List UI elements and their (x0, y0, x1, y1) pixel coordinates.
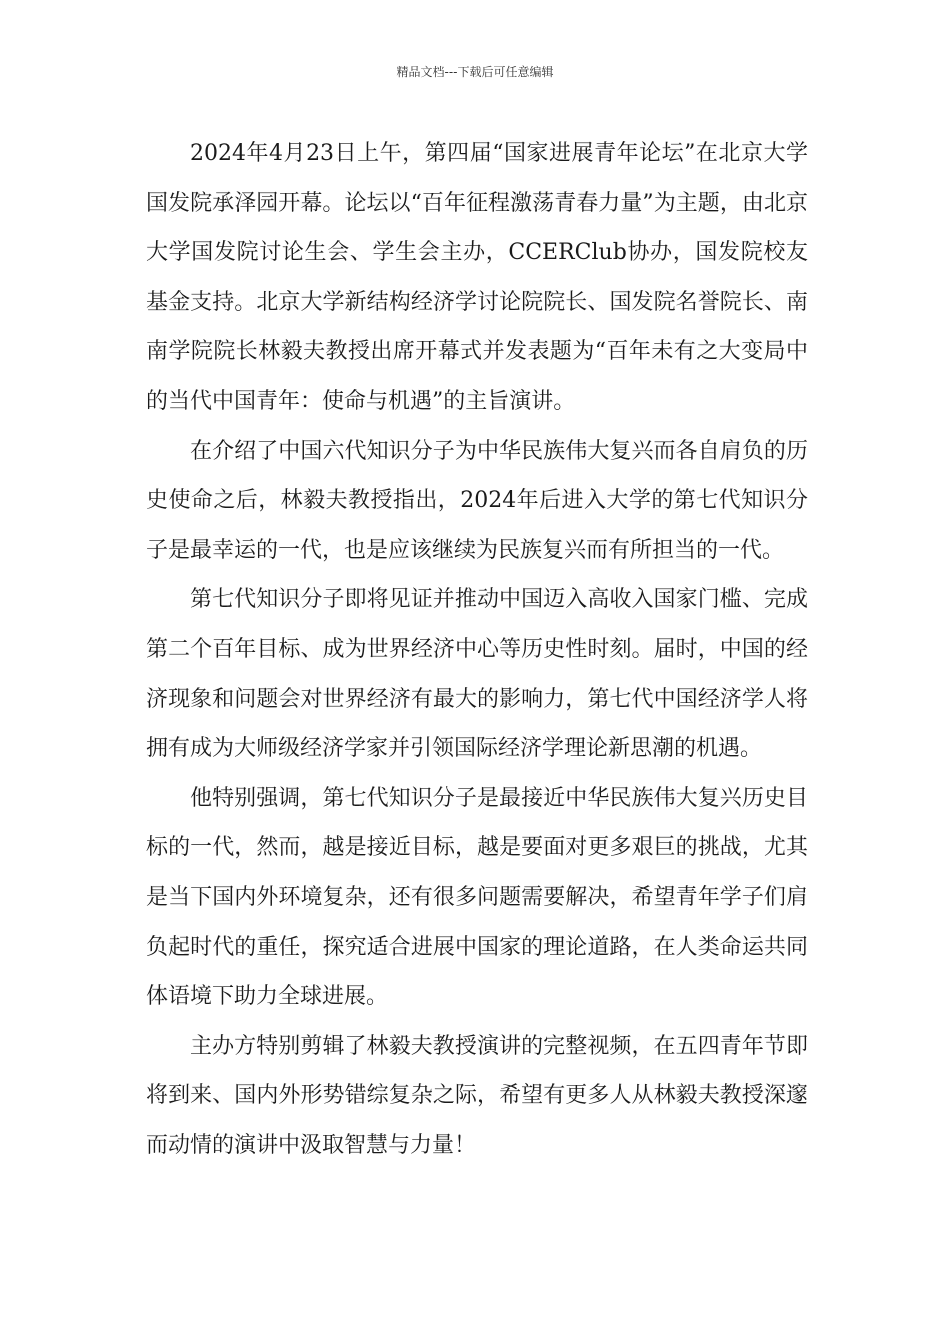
paragraph-historic-moments: 第七代知识分子即将见证并推动中国迈入高收入国家门槛、完成第二个百年目标、成为世界经济中心等历史性时刻。届时，中国的经济现象和问题会对世界经济有最大的影响力，第七代中国经济学人将拥有成为大师级经济学家并引领国际经济学理论新思潮的机遇。 (146, 587, 808, 762)
paragraph-seventh-generation: 在介绍了中国六代知识分子为中华民族伟大复兴而各自肩负的历史使命之后，林毅夫教授指出，2024年后进入大学的第七代知识分子是最幸运的一代，也是应该继续为民族复兴而有所担当的一代。 (146, 438, 808, 563)
paragraph-video-note: 主办方特别剪辑了林毅夫教授演讲的完整视频，在五四青年节即将到来、国内外形势错综复杂之际，希望有更多人从林毅夫教授深邃而动情的演讲中汲取智慧与力量！ (146, 1033, 808, 1158)
paragraph-forum-opening: 2024年4月23日上午，第四届“国家进展青年论坛”在北京大学国发院承泽园开幕。论坛以“百年征程激荡青春力量”为主题，由北京大学国发院讨论生会、学生会主办，CCERClub协办，国发院校友基金支持。北京大学新结构经济学讨论院院长、国发院名誉院长、南南学院院长林毅夫教授出席开幕式并发表题为“百年未有之大变局中的当代中国青年：使命与机遇”的主旨演讲。 (146, 141, 808, 414)
paragraph-challenges: 他特别强调，第七代知识分子是最接近中华民族伟大复兴历史目标的一代，然而，越是接近目标，越是要面对更多艰巨的挑战，尤其是当下国内外环境复杂，还有很多问题需要解决，希望青年学子们肩负起时代的重任，探究适合进展中国家的理论道路，在人类命运共同体语境下助力全球进展。 (146, 785, 808, 1010)
page-header: 精品文档---下载后可任意编辑 (396, 65, 554, 79)
document-body (146, 129, 808, 1170)
